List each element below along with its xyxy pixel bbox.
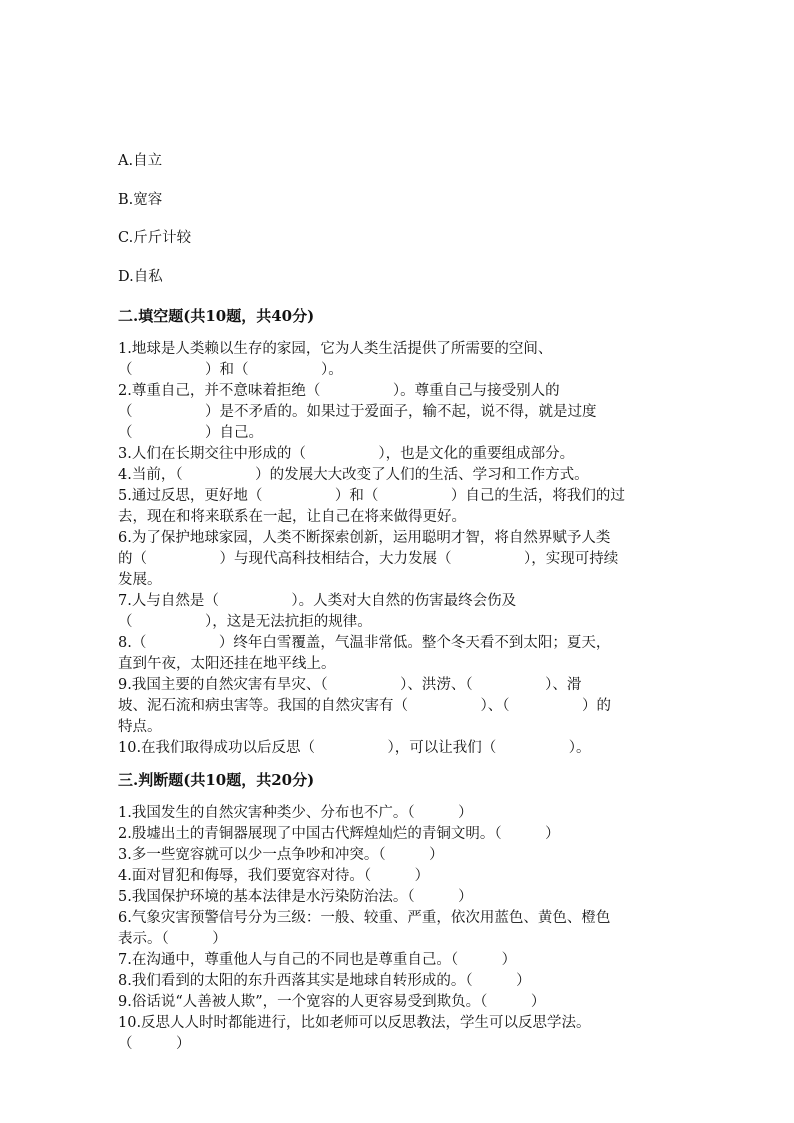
option-a[interactable]: A.自立 xyxy=(118,153,163,169)
text-line: 发展。 xyxy=(118,572,162,588)
text-line: 2.尊重自己，并不意味着拒绝（ ）。尊重自己与接受别人的 xyxy=(118,383,560,399)
text-line: 坡、泥石流和病虫害等。我国的自然灾害有（ ）、（ ）的 xyxy=(118,698,611,714)
text-line: 1.我国发生的自然灾害种类少、分布也不广。（ ） xyxy=(118,805,473,821)
text-line: 2.殷墟出土的青铜器展现了中国古代辉煌灿烂的青铜文明。（ ） xyxy=(118,826,560,842)
text-line: 5.通过反思，更好地（ ）和（ ）自己的生活，将我们的过 xyxy=(118,488,625,504)
section-heading-fill-blank: 二.填空题(共10题，共40分) xyxy=(118,307,315,325)
option-b[interactable]: B.宽容 xyxy=(118,192,163,208)
text-line: 的（ ）与现代高科技相结合，大力发展（ ），实现可持续 xyxy=(118,551,619,567)
option-c[interactable]: C.斤斤计较 xyxy=(118,230,192,246)
text-line: 直到午夜，太阳还挂在地平线上。 xyxy=(118,656,336,672)
text-line: 6.为了保护地球家园，人类不断探索创新，运用聪明才智，将自然界赋予人类 xyxy=(118,530,611,546)
text-line: 6.气象灾害预警信号分为三级：一般、较重、严重，依次用蓝色、黄色、橙色 xyxy=(118,910,611,926)
fill-blank-questions xyxy=(118,339,668,759)
true-false-questions xyxy=(118,803,668,1055)
text-line: 8.（ ）终年白雪覆盖，气温非常低。整个冬天看不到太阳；夏天， xyxy=(118,635,611,651)
section-heading-true-false: 三.判断题(共10题，共20分) xyxy=(118,771,315,789)
text-line: 4.面对冒犯和侮辱，我们要宽容对待。（ ） xyxy=(118,868,430,884)
text-line: 特点。 xyxy=(118,719,162,735)
text-line: 10.在我们取得成功以后反思（ ），可以让我们（ ）。 xyxy=(118,740,591,756)
option-d[interactable]: D.自私 xyxy=(118,269,163,285)
text-line: 5.我国保护环境的基本法律是水污染防治法。（ ） xyxy=(118,889,473,905)
text-line: 4.当前，（ ）的发展大大改变了人们的生活、学习和工作方式。 xyxy=(118,467,589,483)
text-line: （ ） xyxy=(118,1036,191,1052)
text-line: 去，现在和将来联系在一起，让自己在将来做得更好。 xyxy=(118,509,466,525)
text-line: 9.俗话说“人善被人欺”，一个宽容的人更容易受到欺负。（ ） xyxy=(118,994,546,1010)
text-line: 8.我们看到的太阳的东升西落其实是地球自转形成的。（ ） xyxy=(118,973,531,989)
text-line: （ ）自己。 xyxy=(118,425,263,441)
text-line: 1.地球是人类赖以生存的家园，它为人类生活提供了所需要的空间、 xyxy=(118,341,553,357)
text-line: 9.我国主要的自然灾害有旱灾、（ ）、洪涝、（ ）、滑 xyxy=(118,677,582,693)
text-line: （ ）是不矛盾的。如果过于爱面子，输不起，说不得，就是过度 xyxy=(118,404,597,420)
text-line: 表示。（ ） xyxy=(118,931,227,947)
text-line: 3.人们在长期交往中形成的（ ），也是文化的重要组成部分。 xyxy=(118,446,575,462)
text-line: （ ）和（ ）。 xyxy=(118,362,343,378)
text-line: （ ），这是无法抗拒的规律。 xyxy=(118,614,372,630)
text-line: 10.反思人人时时都能进行，比如老师可以反思教法，学生可以反思学法。 xyxy=(118,1015,591,1031)
text-line: 7.人与自然是（ ）。人类对大自然的伤害最终会伤及 xyxy=(118,593,517,609)
text-line: 3.多一些宽容就可以少一点争吵和冲突。（ ） xyxy=(118,847,444,863)
text-line: 7.在沟通中，尊重他人与自己的不同也是尊重自己。（ ） xyxy=(118,952,517,968)
